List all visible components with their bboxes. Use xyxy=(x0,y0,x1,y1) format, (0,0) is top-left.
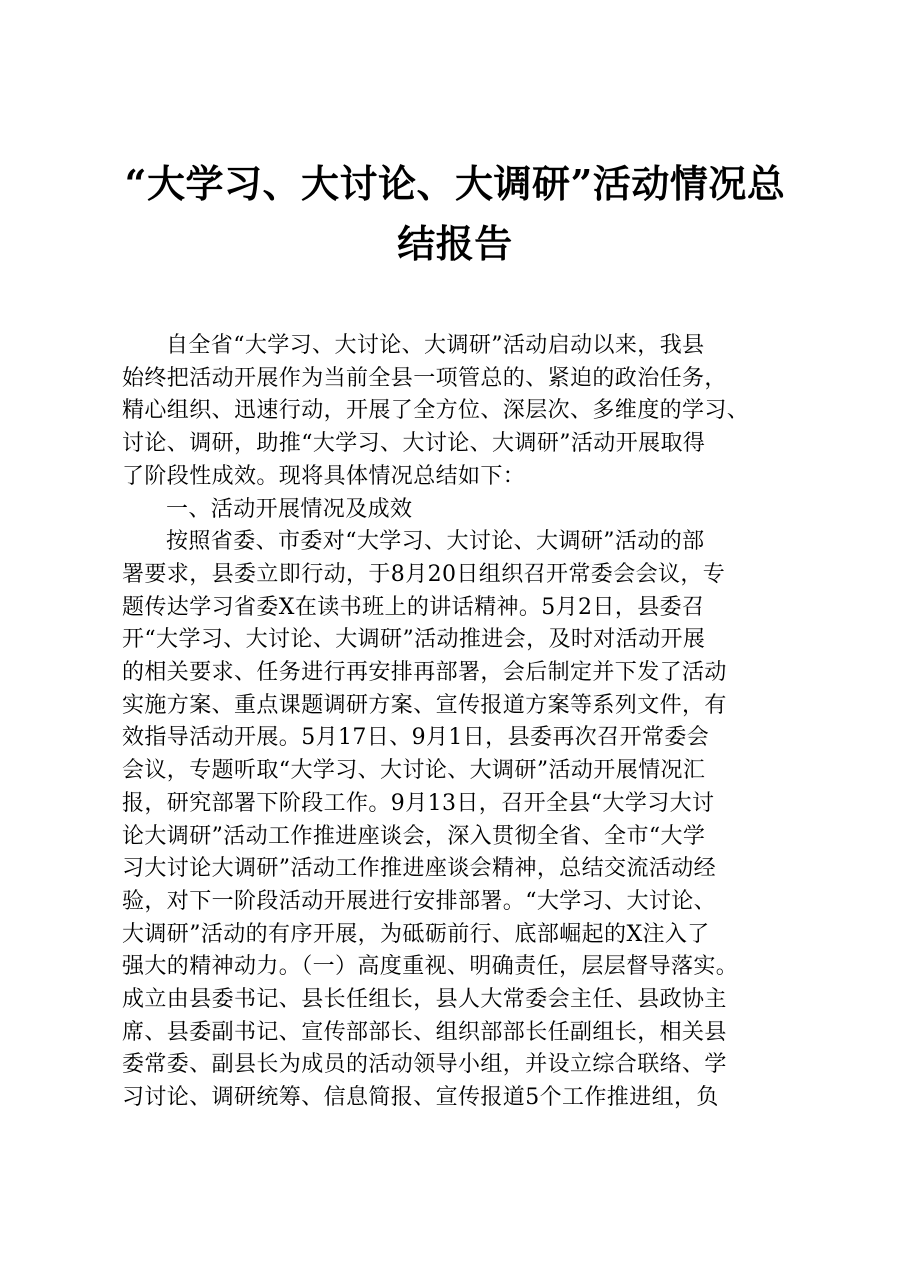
document-title: “大学习、大讨论、大调研”活动情况总结报告 xyxy=(124,161,786,266)
section-heading: 一、活动开展情况及成效 xyxy=(166,496,413,522)
intro-paragraph: 自全省“大学习、大讨论、大调研”活动启动以来，我县 始终把活动开展作为当前全县一项管总的、紧迫的政治任务， 精心组织、迅速行动，开展了全方位、深层次、多维度的学习、 讨论、调研，助推“大学习、大讨论、大调研”活动开展取得 了阶段性成效。现将具体情况总结如下： xyxy=(122,333,750,489)
document-body xyxy=(122,330,802,1115)
body-paragraph: 按照省委、市委对“大学习、大讨论、大调研”活动的部 署要求，县委立即行动，于8月20日组织召开常委会会议，专 题传达学习省委X在读书班上的讲话精神。5月2日，县委召 开“大学习、大讨论、大调研”活动推进会，及时对活动开展 的相关要求、任务进行再安排再部署，会后制定并下发了活动 实施方案、重点课题调研方案、宣传报道方案等系列文件，有 效指导活动开展。5月17日、9月1日，县委再次召开常委会 会议，专题听取“大学习、大讨论、大调研”活动开展情况汇 报，研究部署下阶段工作。9月13日，召开全县“大学习大讨 论大调研”活动工作推进座谈会，深入贯彻全省、全市“大学 习大讨论大调研”活动工作推进座谈会精神，总结交流活动经 验，对下一阶段活动开展进行安排部署。“大学习、大讨论、 大调研”活动的有序开展，为砥砺前行、底部崛起的X注入了 强大的精神动力。（一）高度重视、明确责任，层层督导落实。 成立由县委书记、县长任组长，县人大常委会主任、县政协主 席、县委副书记、宣传部部长、组织部部长任副组长，相关县 委常委、副县长为成员的活动领导小组，并设立综合联络、学 习讨论、调研统筹、信息简报、宣传报道5个工作推进组，负 xyxy=(122,529,739,1111)
